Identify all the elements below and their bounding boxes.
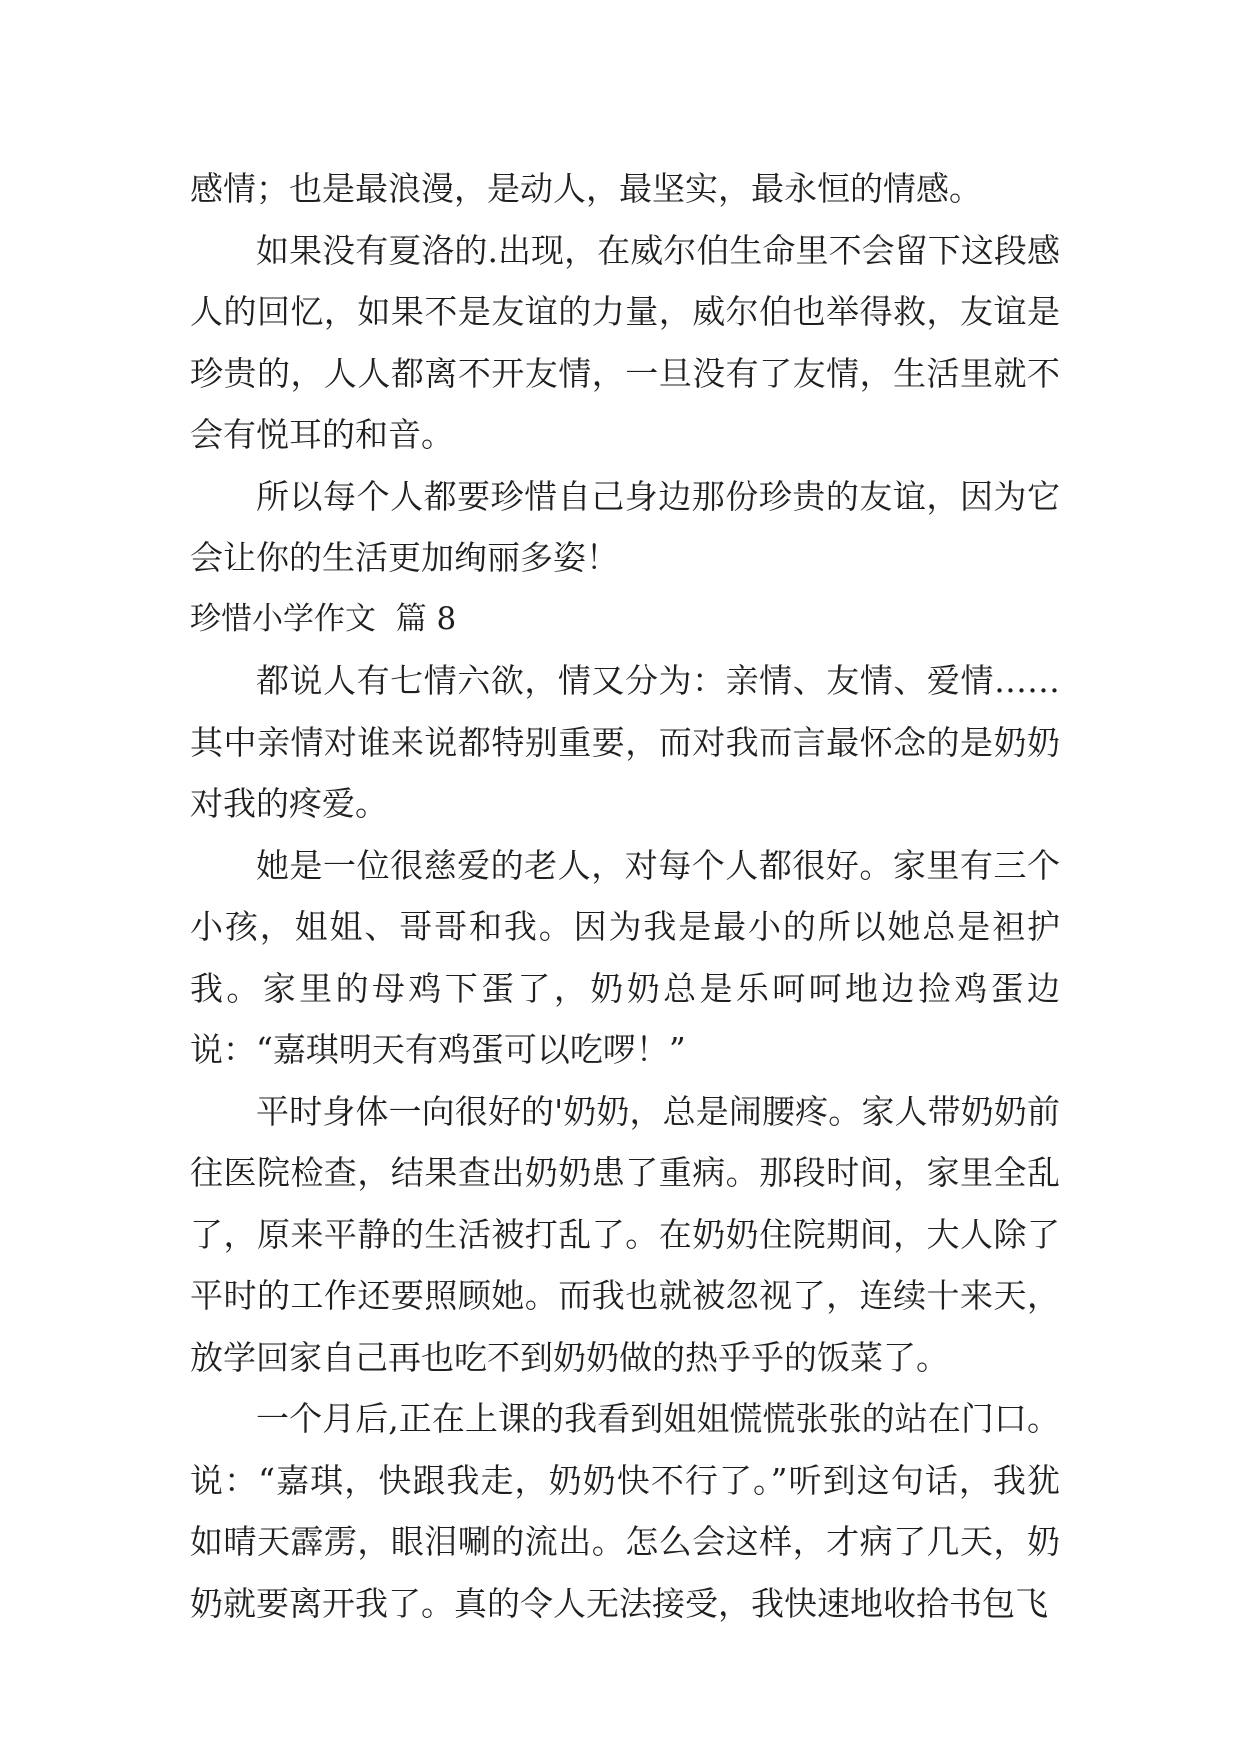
paragraph-7: 一个月后,正在上课的我看到姐姐慌慌张张的站在门口。说：“嘉琪，快跟我走，奶奶快不行了。”听到这句话，我犹如晴天霹雳，眼泪唰的流出。怎么会这样，才病了几天，奶奶就要离开我了。真的令人无法接受，我快速地收拾书包飞 [190, 1399, 1060, 1623]
paragraph-5: 她是一位很慈爱的老人，对每个人都很好。家里有三个小孩，姐姐、哥哥和我。因为我是最小的所以她总是袒护我。家里的母鸡下蛋了，奶奶总是乐呵呵地边捡鸡蛋边说：“嘉琪明天有鸡蛋可以吃啰！” [190, 845, 1060, 1069]
paragraph-3: 所以每个人都要珍惜自己身边那份珍贵的友谊，因为它会让你的生活更加绚丽多姿！ [190, 476, 1060, 577]
paragraph-6: 平时身体一向很好的'奶奶，总是闹腰疼。家人带奶奶前往医院检查，结果查出奶奶患了重病。那段时间，家里全乱了，原来平静的生活被打乱了。在奶奶住院期间，大人除了平时的工作还要照顾她。而我也就被忽视了，连续十来天，放学回家自己再也吃不到奶奶做的热乎乎的饭菜了。 [190, 1091, 1060, 1377]
document-body [190, 158, 1060, 1634]
paragraph-1: 感情；也是最浪漫，是动人，最坚实，最永恒的情感。 [190, 169, 982, 208]
paragraph-2: 如果没有夏洛的.出现，在威尔伯生命里不会留下这段感人的回忆，如果不是友谊的力量，威尔伯也举得救，友谊是珍贵的，人人都离不开友情，一旦没有了友情，生活里就不会有悦耳的和音。 [190, 230, 1060, 454]
section-heading: 珍惜小学作文 篇 8 [190, 600, 457, 637]
paragraph-4: 都说人有七情六欲，情又分为：亲情、友情、爱情……其中亲情对谁来说都特别重要，而对我而言最怀念的是奶奶对我的疼爱。 [190, 661, 1060, 823]
